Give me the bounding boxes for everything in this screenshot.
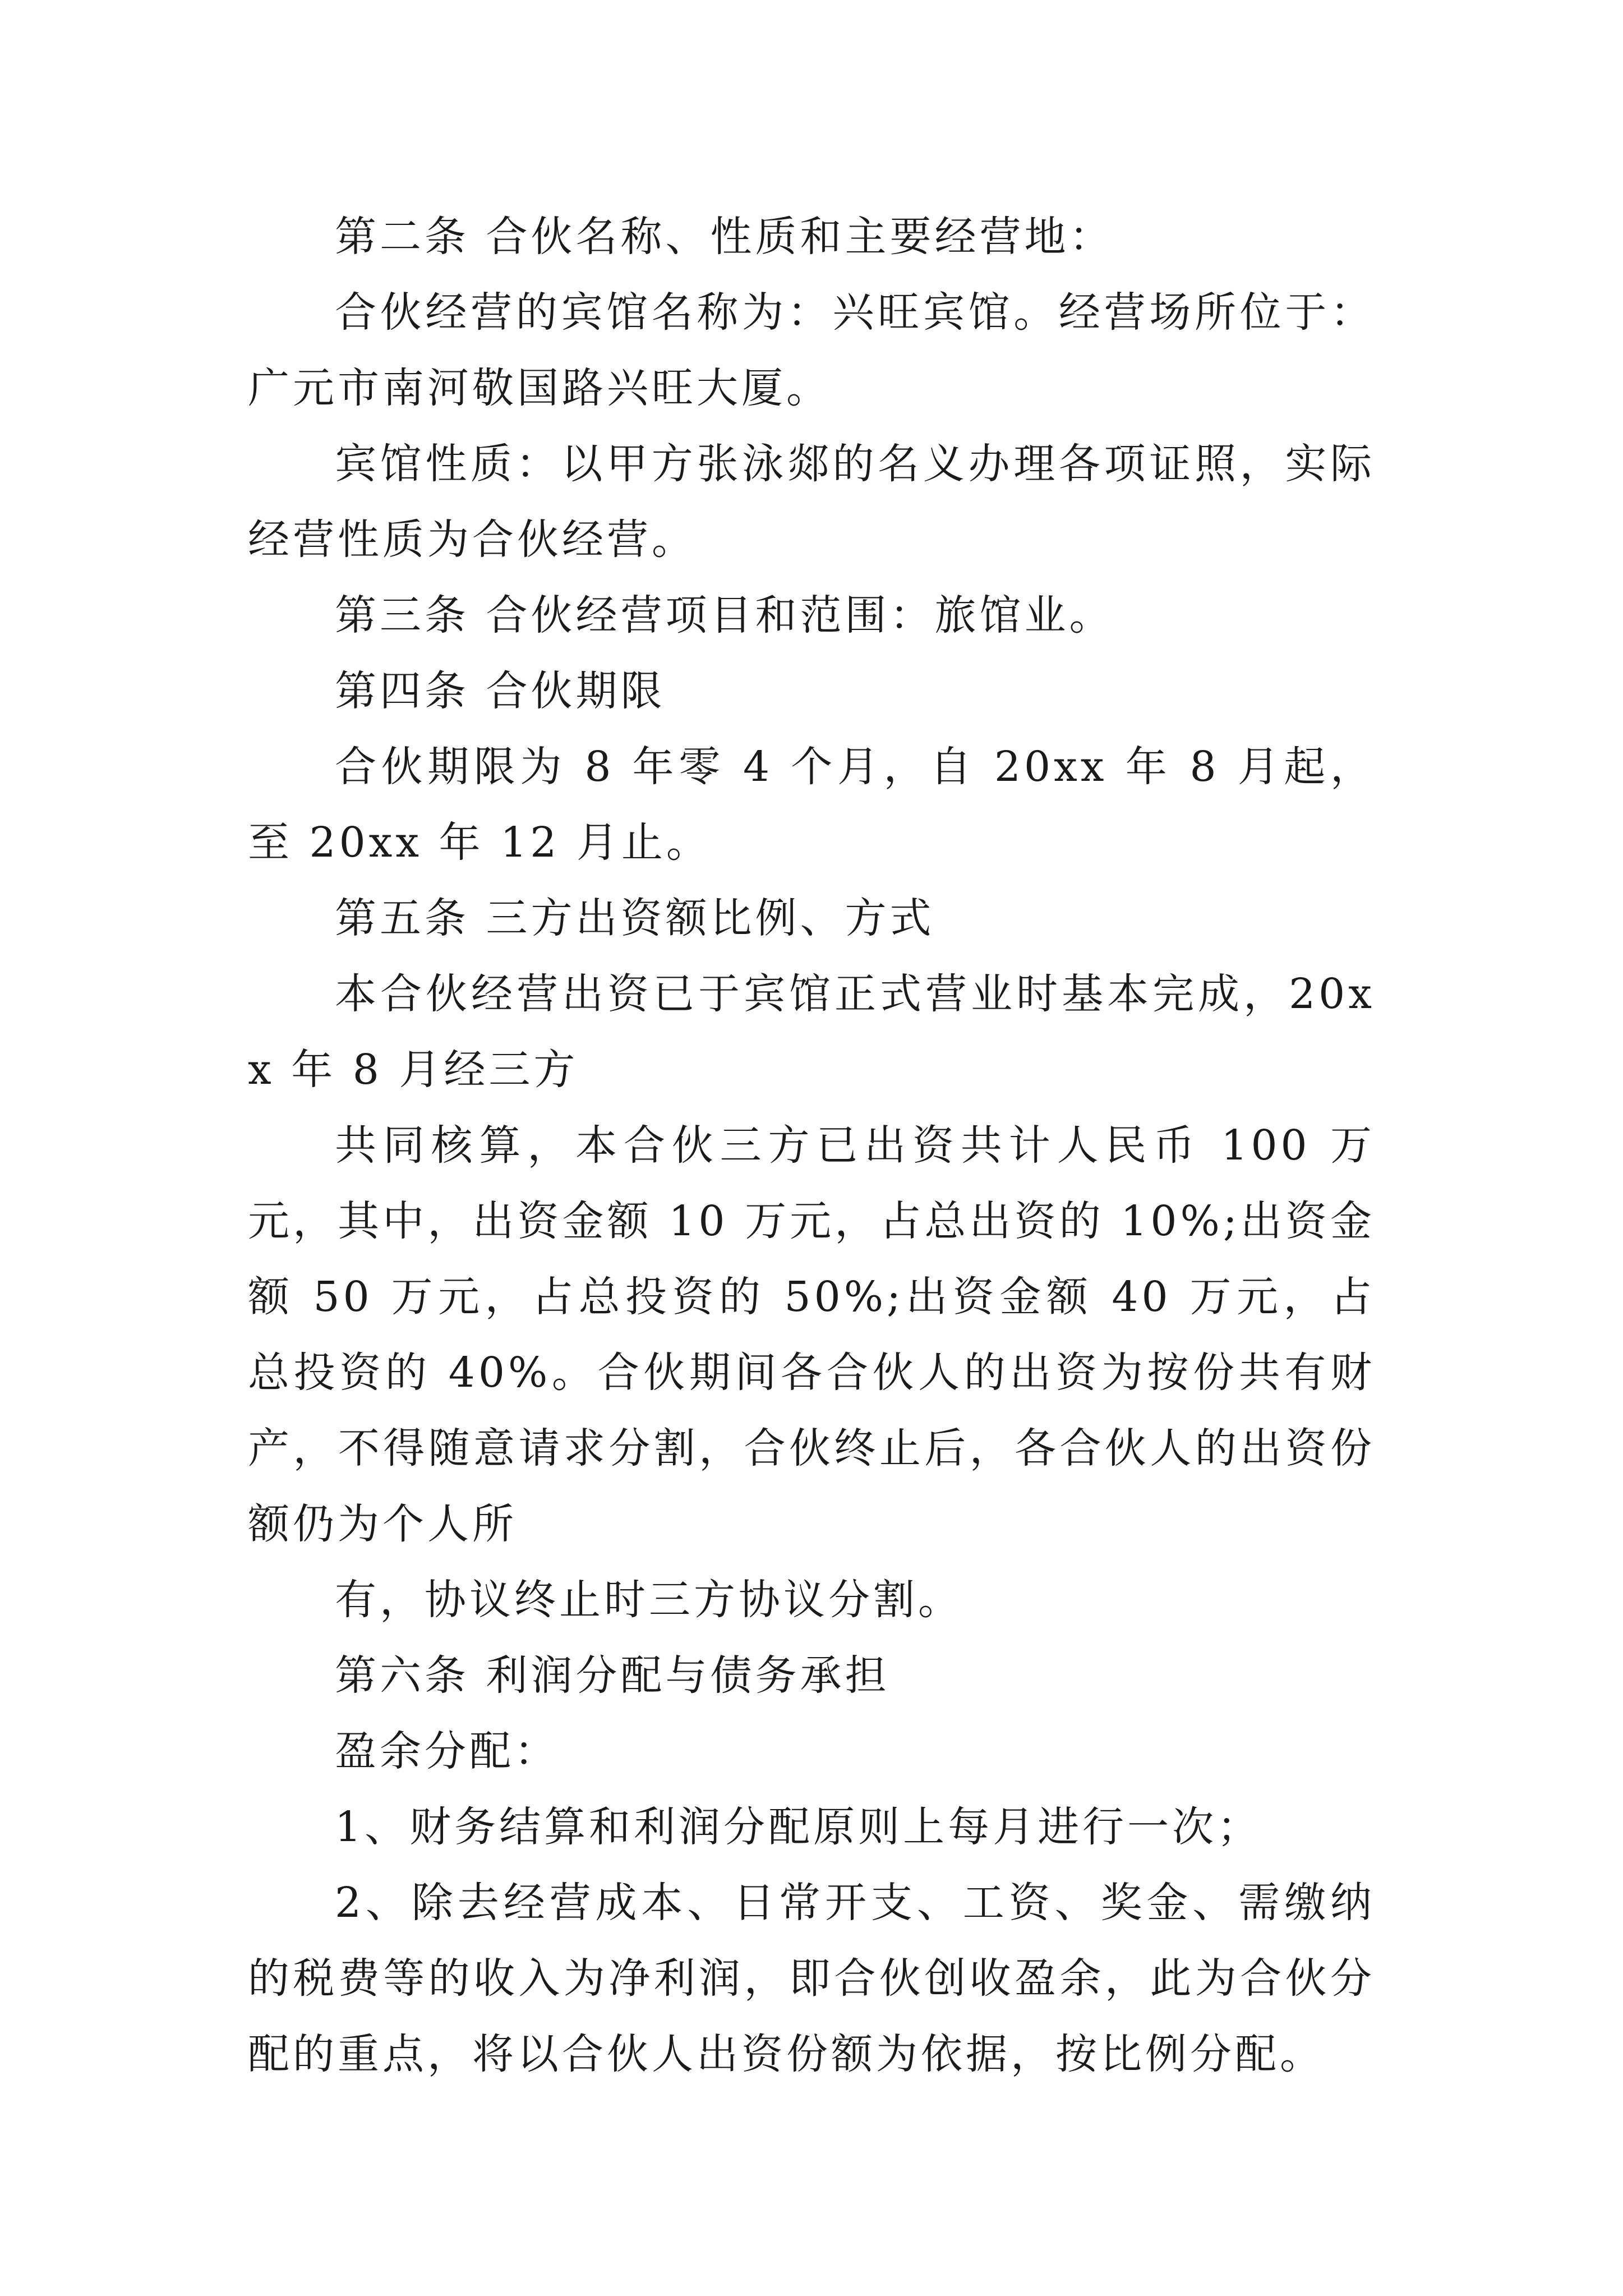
paragraph-article-4-title: 第四条 合伙期限 xyxy=(335,667,666,715)
paragraph-capital-completion: 本合伙经营出资已于宾馆正式营业时基本完成，20xx 年 8 月经三方 xyxy=(248,970,1375,1094)
paragraph-item-1: 1、财务结算和利润分配原则上每月进行一次； xyxy=(335,1803,1262,1851)
paragraph-article-6-title: 第六条 利润分配与债务承担 xyxy=(335,1651,890,1700)
paragraph-article-2-title: 第二条 合伙名称、性质和主要经营地： xyxy=(335,213,1114,261)
paragraph-article-5-title: 第五条 三方出资额比例、方式 xyxy=(335,894,935,942)
paragraph-capital-accounting: 共同核算，本合伙三方已出资共计人民币 100 万元，其中，出资金额 10 万元，占总出资的 10%;出资金额 50 万元，占总投资的 50%;出资金额 40 万元，占总投资的 40%。合伙期间各合伙人的出资为按份共有财产，不得随意请求分割，合伙终止后，各合伙人的出资份额仍为个人所 xyxy=(248,1121,1375,1548)
paragraph-hotel-name: 合伙经营的宾馆名称为：兴旺宾馆。经营场所位于：广元市南河敬国路兴旺大厦。 xyxy=(248,288,1375,412)
paragraph-article-3: 第三条 合伙经营项目和范围：旅馆业。 xyxy=(335,591,1114,639)
paragraph-partnership-term: 合伙期限为 8 年零 4 个月，自 20xx 年 8 月起，至 20xx 年 12 月止。 xyxy=(248,743,1375,867)
paragraph-capital-division: 有，协议终止时三方协议分割。 xyxy=(335,1576,963,1624)
paragraph-surplus-distribution: 盈余分配： xyxy=(335,1727,559,1775)
paragraph-hotel-nature: 宾馆性质：以甲方张泳郯的名义办理各项证照，实际经营性质为合伙经营。 xyxy=(248,440,1375,564)
paragraph-item-2: 2、除去经营成本、日常开支、工资、奖金、需缴纳的税费等的收入为净利润，即合伙创收盈余，此为合伙分配的重点，将以合伙人出资份额为依据，按比例分配。 xyxy=(248,1879,1375,2078)
document-body xyxy=(248,199,1375,2092)
